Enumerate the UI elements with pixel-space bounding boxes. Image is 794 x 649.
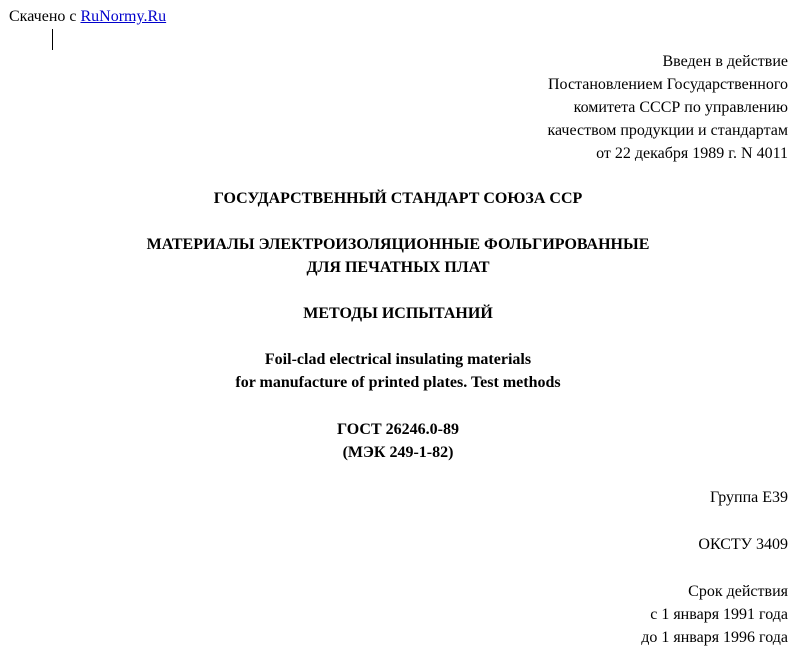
standard-designation — [0, 418, 794, 464]
group-label — [710, 486, 788, 509]
source-line — [9, 5, 166, 28]
subtitle-ru-text: МЕТОДЫ ИСПЫТАНИЙ — [303, 305, 493, 322]
document-title-en — [0, 348, 794, 394]
source-prefix: Скачено с — [9, 8, 81, 25]
title-ru-line: ДЛЯ ПЕЧАТНЫХ ПЛАТ — [306, 259, 490, 276]
source-link[interactable]: RuNormy.Ru — [80, 8, 167, 25]
text-cursor — [52, 29, 53, 50]
validity-line: до 1 января 1996 года — [641, 629, 788, 646]
introduction-block — [547, 50, 788, 165]
group-text: Группа Е39 — [709, 489, 788, 506]
title-ru-line: МАТЕРИАЛЫ ЭЛЕКТРОИЗОЛЯЦИОННЫЕ ФОЛЬГИРОВАННЫЕ — [146, 236, 650, 253]
introduction-line: комитета СССР по управлению — [573, 99, 788, 116]
gost-number: ГОСТ 26246.0-89 — [337, 421, 459, 438]
iec-number: (МЭК 249-1-82) — [342, 444, 454, 461]
introduction-line: от 22 декабря 1989 г. N 4011 — [596, 145, 788, 162]
introduction-line: качеством продукции и стандартам — [547, 122, 788, 139]
title-en-line: Foil-clad electrical insulating materials — [264, 351, 532, 368]
state-standard-text: ГОСУДАРСТВЕННЫЙ СТАНДАРТ СОЮЗА ССР — [213, 190, 583, 207]
validity-line: Срок действия — [688, 583, 788, 600]
document-title-ru — [0, 233, 794, 279]
okstu-text: ОКСТУ 3409 — [698, 536, 788, 553]
validity-block — [641, 580, 788, 649]
document-subtitle-ru — [0, 302, 794, 325]
okstu-label — [698, 533, 788, 556]
introduction-line: Введен в действие — [662, 53, 788, 70]
state-standard-heading — [0, 187, 794, 210]
title-en-line: for manufacture of printed plates. Test methods — [235, 374, 561, 391]
introduction-line: Постановлением Государственного — [548, 76, 788, 93]
validity-line: с 1 января 1991 года — [650, 606, 788, 623]
